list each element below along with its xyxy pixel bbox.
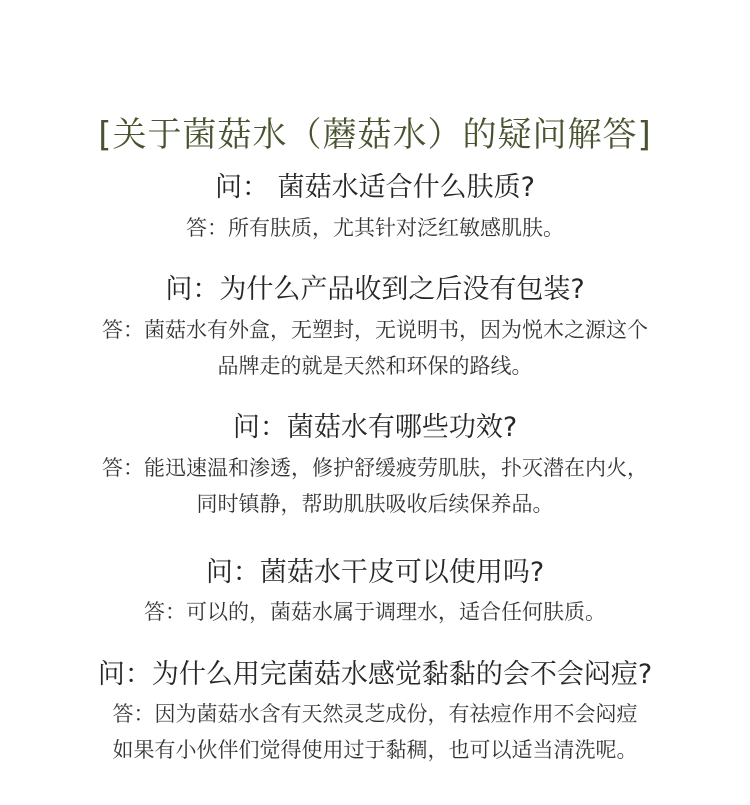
faq-5-question: 问：为什么用完菌菇水感觉黏黏的会不会闷痘?: [97, 659, 653, 690]
faq-4-question: 问：菌菇水干皮可以使用吗?: [205, 557, 545, 588]
faq-3-answer-line-1: 答：能迅速温和渗透，修护舒缓疲劳肌肤，扑灭潜在内火，: [102, 456, 648, 480]
faq-2-question: 问：为什么产品收到之后没有包装?: [165, 274, 585, 305]
faq-5-answer-line-1: 答：因为菌菇水含有天然灵芝成份，有祛痘作用不会闷痘: [112, 702, 638, 726]
faq-4-answer-line-1: 答：可以的，菌菇水属于调理水，适合任何肤质。: [144, 600, 606, 624]
page-title: [关于菌菇水（蘑菇水）的疑问解答]: [98, 114, 652, 155]
faq-3-answer-line-2: 同时镇静，帮助肌肤吸收后续保养品。: [196, 492, 554, 516]
faq-2-answer-line-1: 答：菌菇水有外盒，无塑封，无说明书，因为悦木之源这个: [102, 318, 648, 342]
faq-2-answer-line-2: 品牌走的就是天然和环保的路线。: [217, 354, 533, 378]
faq-5-answer-line-2: 如果有小伙伴们觉得使用过于黏稠，也可以适当清洗呢。: [112, 738, 638, 762]
faq-1-answer-line-1: 答：所有肤质，尤其针对泛红敏感肌肤。: [186, 216, 564, 240]
faq-3-question: 问：菌菇水有哪些功效?: [232, 412, 518, 443]
faq-1-question: 问： 菌菇水适合什么肤质?: [215, 172, 535, 203]
